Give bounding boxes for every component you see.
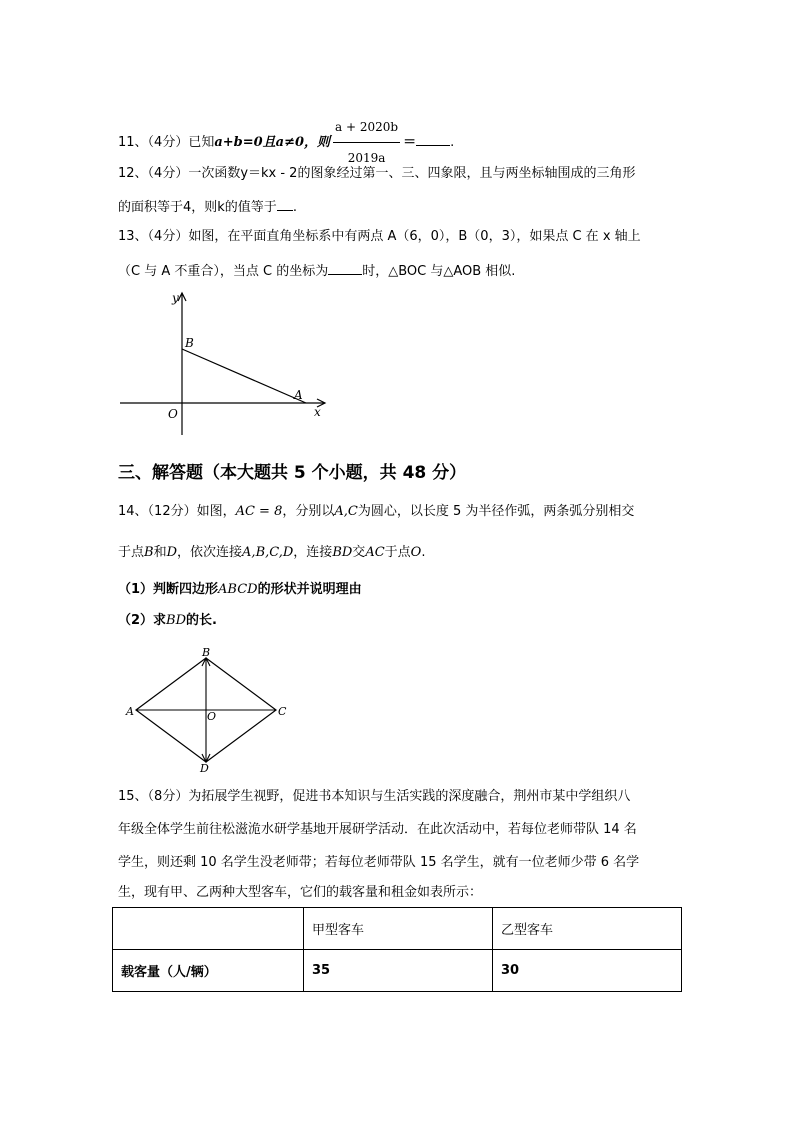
q14-ac-2: AC xyxy=(365,545,385,560)
q14-text-4: 于点 xyxy=(118,545,145,560)
q14-sub2-text-1: （2）求 xyxy=(118,613,167,628)
question-13-line1: 13、（4分）如图，在平面直角坐标系中有两点 A（6，0），B（0，3），如果点 C 在 x 轴上 xyxy=(118,229,641,244)
q12-end: . xyxy=(292,200,297,215)
q14-text-1: 14、（12分）如图， xyxy=(118,504,236,519)
q14-sub1-abcd: ABCD xyxy=(218,582,258,597)
q11-fraction xyxy=(333,114,400,171)
q11-denominator: 2019a xyxy=(347,151,386,165)
section-title: 三、解答题（本大题共 5 个小题，共 48 分） xyxy=(118,463,467,483)
table-header-cell: 乙型客车 xyxy=(493,908,682,950)
q14-text-8: 交 xyxy=(352,545,366,560)
q14-text-3: 为圆心，以长度 5 为半径作弧，两条弧分别相交 xyxy=(357,504,635,519)
q14-text-5: 和 xyxy=(153,545,167,560)
q14-d: D xyxy=(166,545,178,560)
label-x: x xyxy=(314,405,321,419)
q14-bd: BD xyxy=(332,545,353,560)
q14-ac-equals-8: AC = 8 xyxy=(235,504,283,519)
q13-answer-blank[interactable] xyxy=(328,260,362,275)
q11-numerator: a + 2020b xyxy=(333,114,400,143)
table-cell: 30 xyxy=(493,950,682,992)
question-15-line1: 15、（8分）为拓展学生视野，促进书本知识与生活实践的深度融合，荆州市某中学组织八 xyxy=(118,789,631,804)
q11-answer-blank[interactable] xyxy=(416,131,450,146)
q11-prefix: 11、（4分）已知 xyxy=(118,135,215,150)
label-o: O xyxy=(207,710,217,723)
coordinate-figure xyxy=(110,285,340,445)
label-a: A xyxy=(294,388,303,402)
question-14-line1 xyxy=(118,502,634,522)
table-row xyxy=(113,950,682,992)
table-cell: 35 xyxy=(304,950,493,992)
q11-end: . xyxy=(450,135,455,150)
question-14-sub1 xyxy=(118,580,362,600)
label-a: A xyxy=(126,705,134,718)
q13-line2-text: （C 与 A 不重合），当点 C 的坐标为 xyxy=(118,264,329,279)
question-12-line1: 12、（4分）一次函数y＝kx - 2的图象经过第一、三、四象限，且与两坐标轴围成的三角形 xyxy=(118,166,636,181)
q14-b: B xyxy=(144,545,154,560)
label-o: O xyxy=(168,407,178,421)
label-y: y xyxy=(172,291,179,305)
q14-abcd: A,B,C,D xyxy=(242,545,294,560)
q14-text-2: ，分别以 xyxy=(282,504,335,519)
q14-o: O xyxy=(410,545,422,560)
table-header-row xyxy=(113,908,682,950)
question-15-line2: 年级全体学生前往松滋洈水研学基地开展研学活动．在此次活动中，若每位老师带队 14 名 xyxy=(118,822,637,837)
label-c: C xyxy=(278,705,287,718)
q14-ac: A,C xyxy=(334,504,358,519)
question-15-line4: 生，现有甲、乙两种大型客车，它们的载客量和租金如表所示： xyxy=(118,885,483,900)
question-13-line2 xyxy=(118,260,515,282)
q14-text-10: . xyxy=(421,545,426,560)
q14-sub2-text-2: 的长. xyxy=(186,613,217,628)
table-header-cell: 甲型客车 xyxy=(304,908,493,950)
q13-line2-end: 时，△BOC 与△AOB 相似. xyxy=(362,264,516,279)
question-14-sub2 xyxy=(118,611,217,631)
label-b: B xyxy=(185,336,194,350)
label-d: D xyxy=(200,762,209,774)
bus-table xyxy=(112,907,682,992)
q14-text-6: ，依次连接 xyxy=(177,545,243,560)
label-b: B xyxy=(202,646,211,659)
q14-sub1-text-1: （1）判断四边形 xyxy=(118,582,219,597)
rhombus-figure xyxy=(120,646,300,774)
table-header-cell xyxy=(113,908,304,950)
table-cell: 载客量（人/辆） xyxy=(113,950,304,992)
q11-condition: a+b=0且a≠0，则 xyxy=(214,135,331,150)
q14-sub1-text-2: 的形状并说明理由 xyxy=(257,582,362,597)
q14-text-9: 于点 xyxy=(384,545,411,560)
q11-equals: ＝ xyxy=(403,135,417,150)
question-12-line2 xyxy=(118,196,297,218)
segment-ba xyxy=(182,349,306,403)
q14-text-7: ，连接 xyxy=(293,545,333,560)
question-11 xyxy=(118,114,454,171)
question-15-line3: 学生，则还剩 10 名学生没老师带；若每位老师带队 15 名学生，就有一位老师少带 6 名学 xyxy=(118,855,640,870)
q12-answer-blank[interactable] xyxy=(277,196,293,211)
question-14-line2 xyxy=(118,543,425,563)
q14-sub2-bd: BD xyxy=(166,613,187,628)
q12-line2-text: 的面积等于4，则k的值等于 xyxy=(118,200,277,215)
